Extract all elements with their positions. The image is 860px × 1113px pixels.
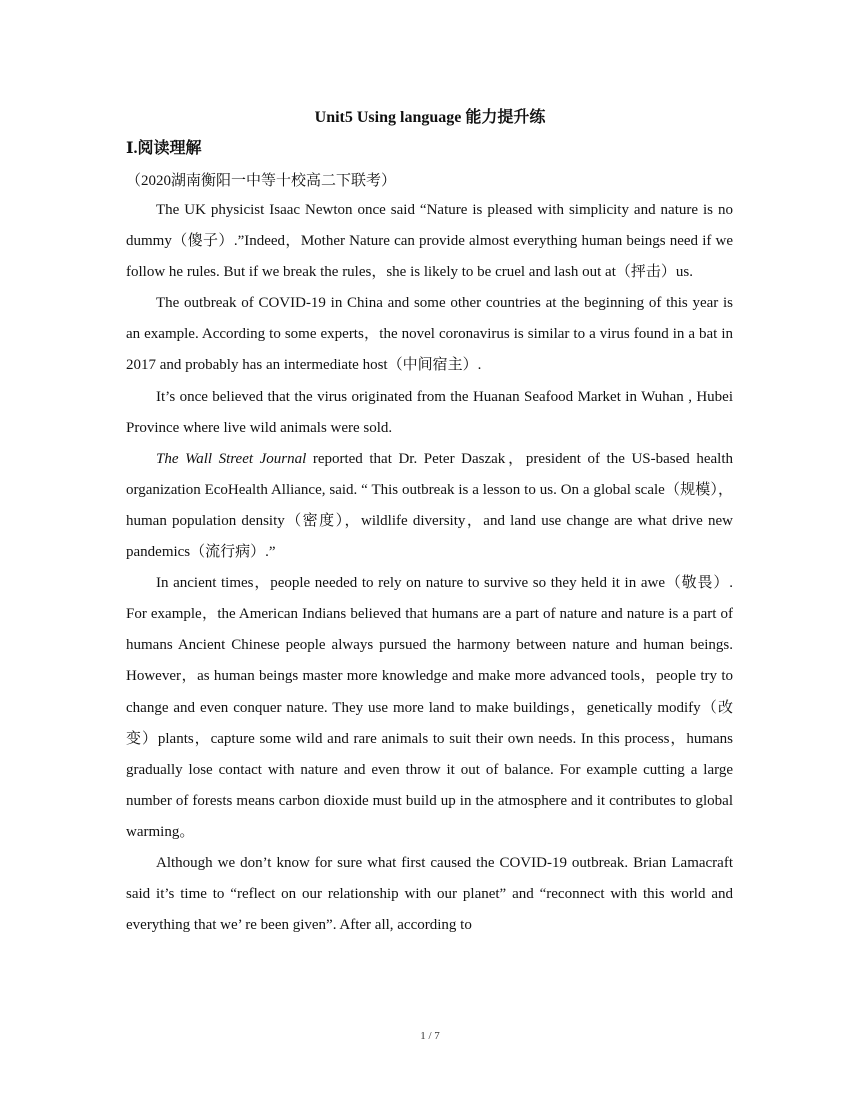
section-heading: Ⅰ.阅读理解 xyxy=(126,140,202,157)
source-note: （2020湖南衡阳一中等十校高二下联考） xyxy=(126,173,397,189)
article-body xyxy=(126,195,733,941)
page-number: 1 / 7 xyxy=(420,1030,440,1042)
page-title: Unit5 Using language 能力提升练 xyxy=(314,109,546,126)
paragraph xyxy=(126,444,733,568)
publication-name: The Wall Street Journal xyxy=(156,450,307,467)
paragraph: In ancient times，people needed to rely on nature to survive so they held it in awe（敬畏）. For example，the American Indians believed that humans are a part of nature and nature is a part of humans Ancient Chinese people always pursued the harmony between nature and human beings. However，as human beings master more knowledge and make more advanced tools，people try to change and even conquer nature. They use more land to make buildings，genetically modify（改变）plants，capture some wild and rare animals to suit their own needs. In this process，humans gradually lose contact with nature and even throw it out of balance. For example cutting a large number of forests means carbon dioxide must build up in the atmosphere and it contributes to global warming。 xyxy=(126,575,733,840)
paragraph: It’s once believed that the virus originated from the Huanan Seafood Market in Wuhan , Hubei Province where live wild animals were sold. xyxy=(126,388,733,436)
paragraph: Although we don’t know for sure what first caused the COVID-19 outbreak. Brian Lamacraft said it’s time to “reflect on our relationship with our planet” and “reconnect with this world and everything that we’ re been given”. After all, according to xyxy=(126,854,733,934)
paragraph: The outbreak of COVID-19 in China and some other countries at the beginning of this year is an example. According to some experts，the novel coronavirus is similar to a virus found in a bat in 2017 and probably has an intermediate host（中间宿主）. xyxy=(126,295,733,374)
paragraph: The UK physicist Isaac Newton once said “Nature is pleased with simplicity and nature is no dummy（傻子）.”Indeed，Mother Nature can provide almost everything human beings need if we follow he rules. But if we break the rules，she is likely to be cruel and lash out at（抨击）us. xyxy=(126,202,733,281)
paragraph-text: reported that Dr. Peter Daszak，president of the US-based health organization EcoHealth Alliance, said. “ This outbreak is a lesson to us. On a global scale（规模），human population density（密度），wildlife diversity，and land use change are what drive new pandemics（流行病）.” xyxy=(126,450,733,561)
